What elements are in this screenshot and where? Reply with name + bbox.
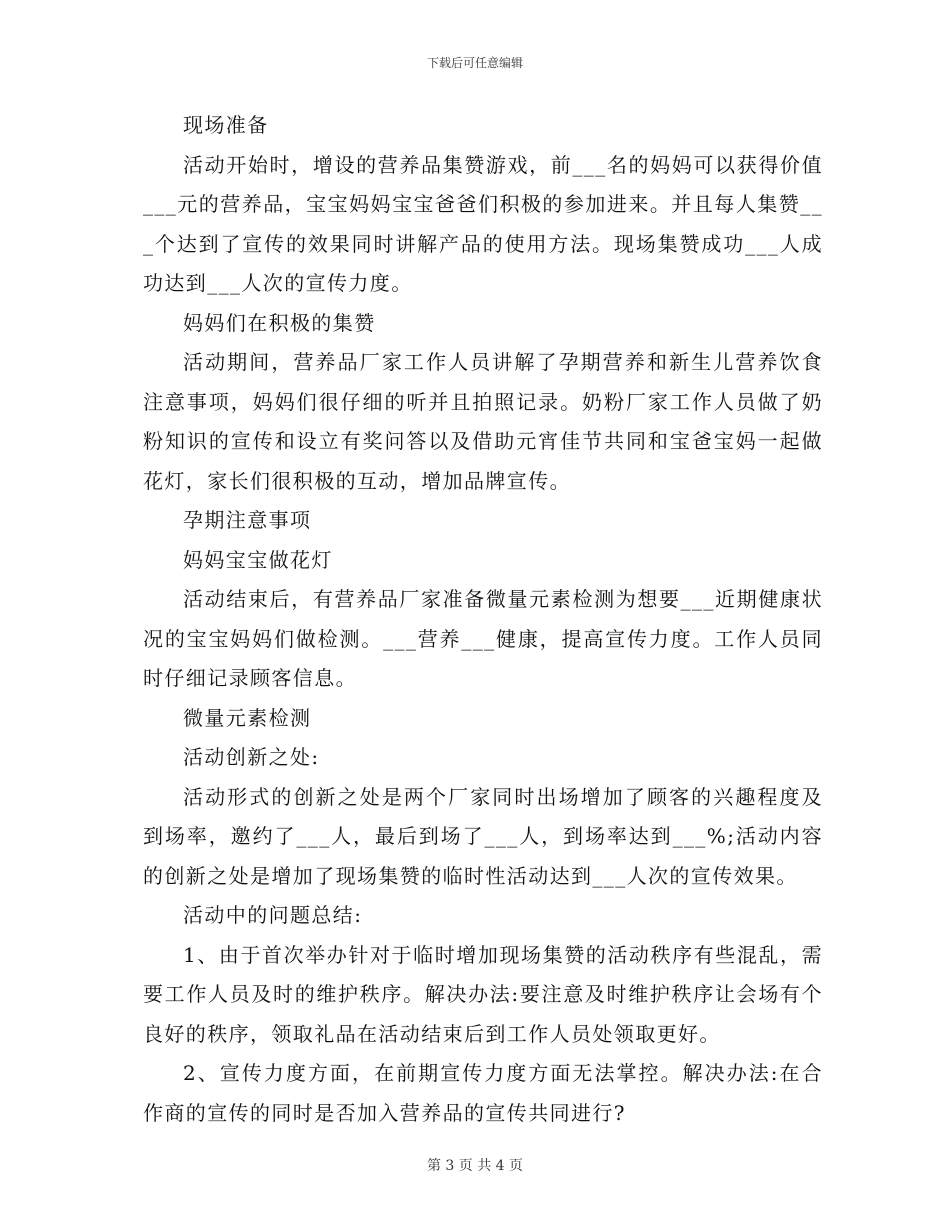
page-header-note: 下载后可任意编辑	[426, 56, 523, 70]
list-item: 1、由于首次举办针对于临时增加现场集赞的活动秩序有些混乱，需要工作人员及时的维护秩序。解决办法:要注意及时维护秩序让会场有个良好的秩序，领取礼品在活动结束后到工作人员处领取更好。	[143, 942, 823, 1046]
section-heading: 微量元素检测	[183, 705, 312, 730]
section-heading: 现场准备	[183, 113, 269, 137]
section-heading: 活动中的问题总结:	[183, 903, 363, 927]
section-heading: 妈妈们在积极的集赞	[183, 310, 376, 335]
page-number: 第 3 页 共 4 页	[426, 1158, 524, 1174]
body-paragraph: 活动期间，营养品厂家工作人员讲解了孕期营养和新生儿营养饮食注意事项，妈妈们很仔细的听并且拍照记录。奶粉厂家工作人员做了奶粉知识的宣传和设立有奖问答以及借助元宵佳节共同和宝爸宝妈一起做花灯，家长们很积极的互动，增加品牌宣传。	[143, 350, 823, 493]
section-heading: 活动创新之处:	[183, 745, 320, 769]
list-item: 2、宣传力度方面，在前期宣传力度方面无法掌控。解决办法:在合作商的宣传的同时是否加入营养品的宣传共同进行?	[143, 1061, 823, 1125]
body-paragraph: 活动结束后，有营养品厂家准备微量元素检测为想要___近期健康状况的宝宝妈妈们做检测。___营养___健康，提高宣传力度。工作人员同时仔细记录顾客信息。	[143, 587, 823, 690]
section-heading: 妈妈宝宝做花灯	[183, 547, 333, 572]
body-paragraph: 活动形式的创新之处是两个厂家同时出场增加了顾客的兴趣程度及到场率，邀约了___人，最后到场了___人，到场率达到___%;活动内容的创新之处是增加了现场集赞的临时性活动达到___人次的宣传效果。	[143, 784, 823, 888]
section-heading: 孕期注意事项	[183, 508, 312, 532]
document-body	[143, 106, 823, 1133]
body-paragraph: 活动开始时，增设的营养品集赞游戏，前___名的妈妈可以获得价值___元的营养品，宝宝妈妈宝宝爸爸们积极的参加进来。并且每人集赞___个达到了宣传的效果同时讲解产品的使用方法。现场集赞成功___人成功达到___人次的宣传力度。	[143, 152, 823, 295]
